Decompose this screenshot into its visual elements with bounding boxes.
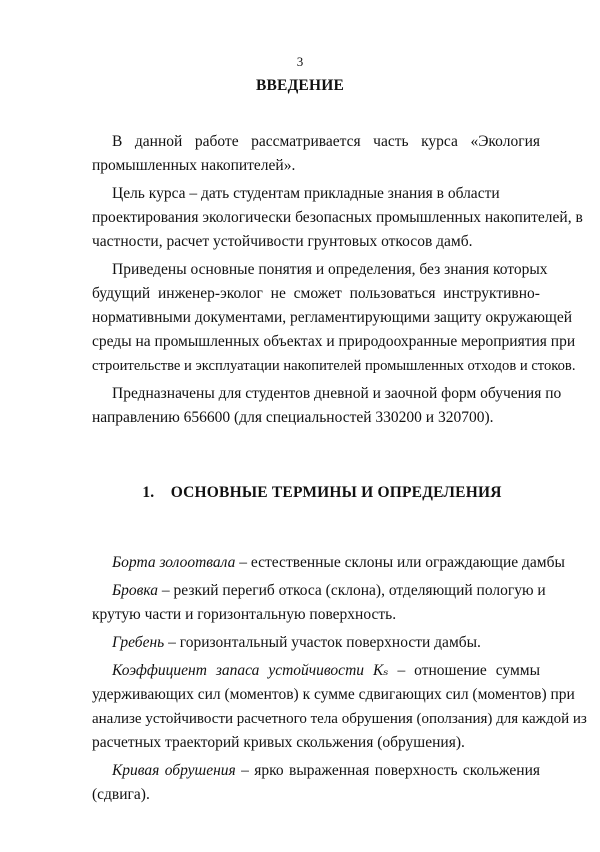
term-koefficient-line-4: расчетных траекторий кривых скольжения (обрушения). xyxy=(92,734,465,751)
intro-paragraph-3-line-2 xyxy=(92,282,540,306)
term-koefficient-line-3: анализе устойчивости расчетного тела обрушения (оползания) для каждой из xyxy=(92,711,587,727)
intro-paragraph-1-line-1 xyxy=(92,130,540,154)
intro-paragraph-3-line-4: среды на промышленных объектах и природоохранные мероприятия при xyxy=(92,333,576,350)
word: сможет xyxy=(293,285,342,302)
term-greben xyxy=(92,631,560,655)
intro-paragraph-3-line-3: нормативными документами, регламентирующими защиту окружающей xyxy=(92,309,573,326)
intro-paragraph-2-line-2: проектирования экологически безопасных промышленных накопителей, в xyxy=(92,209,583,226)
word: рассматривается xyxy=(251,133,361,150)
word: запаса xyxy=(215,662,260,679)
word: скольжения xyxy=(462,762,540,779)
intro-paragraph-1-line-2: промышленных накопителей». xyxy=(92,157,296,174)
page-number: 3 xyxy=(296,54,304,69)
word: «Экология xyxy=(470,133,540,150)
term-krivaya-line-1 xyxy=(92,759,540,783)
term-name: Гребень xyxy=(112,634,165,651)
term-koefficient-line-2: удерживающих сил (моментов) к сумме сдвигающих сил (моментов) при xyxy=(92,686,575,703)
term-brovka-line-2: крутую части и горизонтальную поверхность. xyxy=(92,606,397,623)
term-name: Бровка xyxy=(112,582,158,599)
word: не xyxy=(270,285,286,302)
word: поверхность xyxy=(374,762,458,779)
section-title: ОСНОВНЫЕ ТЕРМИНЫ И ОПРЕДЕЛЕНИЯ xyxy=(170,484,502,501)
intro-paragraph-3-line-1: Приведены основные понятия и определения, без знания которых xyxy=(112,261,548,278)
term-definition: – резкий перегиб откоса (склона), отделяющий пологую и xyxy=(158,582,546,599)
word: данной xyxy=(134,133,183,150)
term-koefficient-line-1 xyxy=(92,659,540,683)
intro-paragraph-4-line-1: Предназначены для студентов дневной и заочной форм обучения по xyxy=(112,385,562,402)
intro-paragraph-2-line-3: частности, расчет устойчивости грунтовых откосов дамб. xyxy=(92,233,473,250)
term-definition: – естественные склоны или ограждающие дамбы xyxy=(235,554,565,571)
term-definition: – горизонтальный участок поверхности дамбы. xyxy=(164,634,481,651)
intro-paragraph-4-line-2: направлению 656600 (для специальностей 330200 и 320700). xyxy=(92,409,494,426)
word: – xyxy=(397,662,406,679)
page-title: ВВЕДЕНИЕ xyxy=(255,77,345,94)
word: ярко xyxy=(254,762,284,779)
word: курса xyxy=(421,133,458,150)
term-name: Борта золоотвала xyxy=(112,554,236,571)
word: часть xyxy=(373,133,409,150)
term-krivaya-line-2: (сдвига). xyxy=(92,786,150,803)
term-borta xyxy=(92,551,565,575)
word: пользоваться xyxy=(349,285,436,302)
word: инструктивно- xyxy=(443,285,540,302)
section-number: 1. xyxy=(142,484,155,501)
word: Kₛ xyxy=(372,662,389,679)
word: отношение xyxy=(414,662,487,679)
intro-paragraph-3-line-5: строительстве и эксплуатации накопителей промышленных отходов и стоков. xyxy=(92,358,576,374)
word: – xyxy=(241,762,249,779)
word: работе xyxy=(194,133,239,150)
word: инженер-эколог xyxy=(158,285,263,302)
word: обрушения xyxy=(164,762,236,779)
section-heading xyxy=(22,484,600,502)
word: будущий xyxy=(92,285,151,302)
word: В xyxy=(112,133,123,150)
intro-paragraph-2-line-1: Цель курса – дать студентам прикладные знания в области xyxy=(112,185,500,202)
word: Коэффициент xyxy=(112,662,207,679)
word: суммы xyxy=(495,662,540,679)
word: устойчивости xyxy=(268,662,365,679)
term-brovka-line-1 xyxy=(92,579,560,603)
word: выраженная xyxy=(289,762,370,779)
word: Кривая xyxy=(112,762,160,779)
